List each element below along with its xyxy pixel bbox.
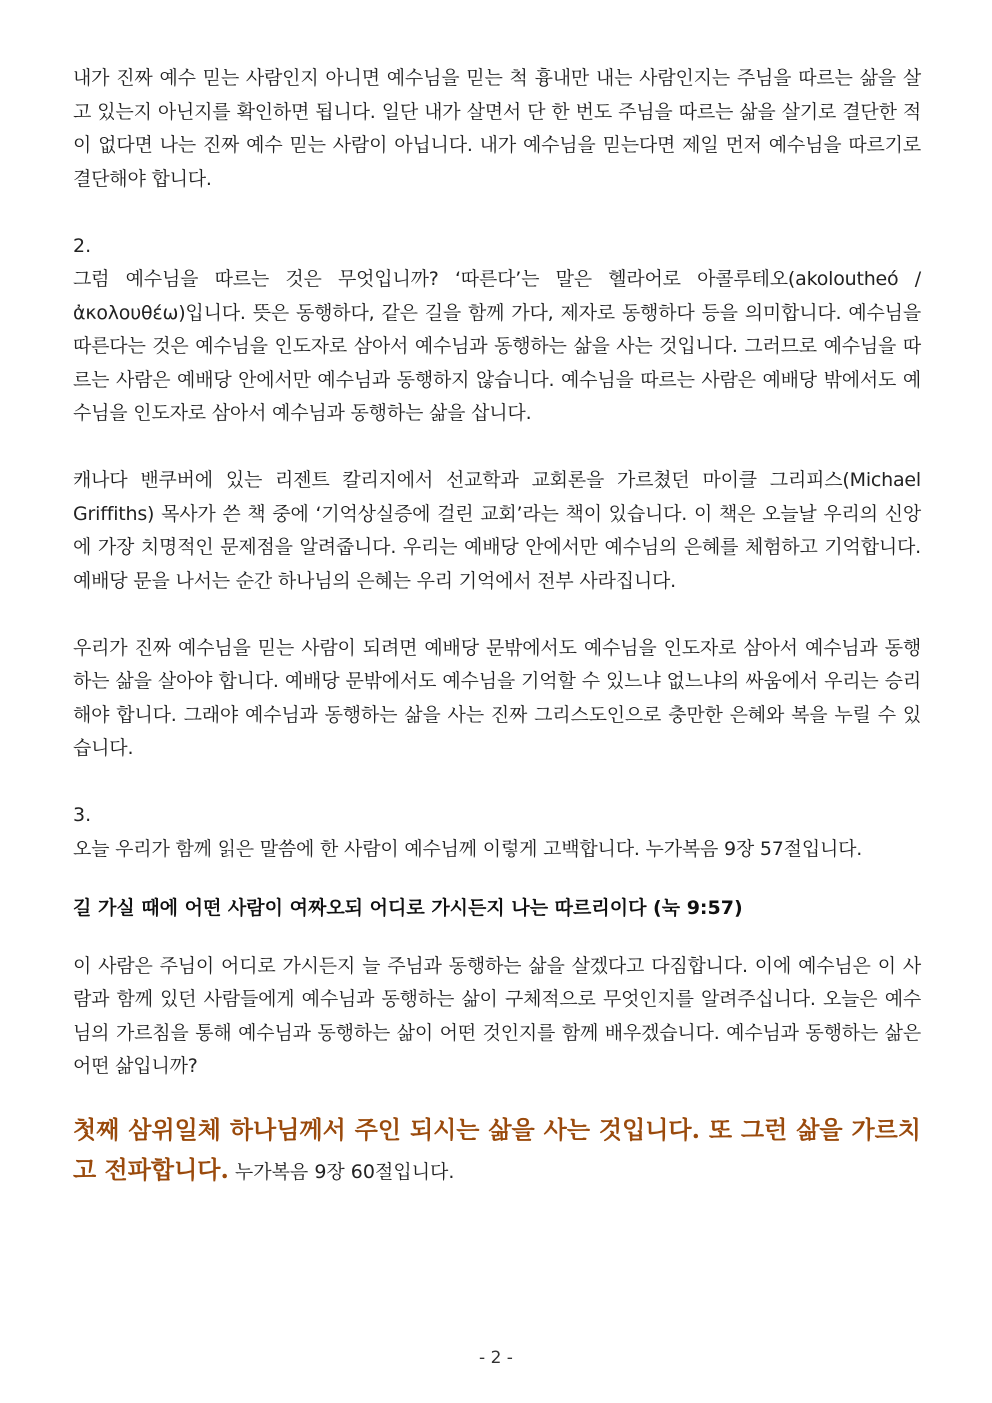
paragraph-outside-church: 우리가 진짜 예수님을 믿는 사람이 되려면 예배당 문밖에서도 예수님을 인도자로 삼아서 예수님과 동행하는 삶을 살아야 합니다. 예배당 문밖에서도 예수님을 기억할 수 있느냐 없느냐의 싸움에서 우리는 승리해야 합니다. 그래야 예수님과 동행하는 삶을 사는 진짜 그리스도인으로 충만한 은혜와 복을 누릴 수 있습니다.: [73, 636, 921, 759]
emphasis-paragraph: [73, 1110, 921, 1192]
bible-verse: 길 가실 때에 어떤 사람이 여짜오되 어디로 가시든지 나는 따르리이다 (눅 9:57): [73, 897, 743, 919]
emphasis-text: 첫째 삼위일체 하나님께서 주인 되시는 삶을 사는 것입니다. 또 그런 삶을 가르치고 전파합니다.: [73, 1114, 921, 1184]
paragraph-griffiths-book: 캐나다 밴쿠버에 있는 리젠트 칼리지에서 선교학과 교회론을 가르쳤던 마이클 그리피스(Michael Griffiths) 목사가 쓴 책 중에 ‘기억상실증에 걸린 교회’라는 책이 있습니다. 이 책은 오늘날 우리의 신앙에 가장 치명적인 문제점을 알려줍니다. 우리는 예배당 안에서만 예수님의 은혜를 체험하고 기억합니다. 예배당 문을 나서는 순간 하나님의 은혜는 우리 기억에서 전부 사라집니다.: [73, 469, 921, 592]
paragraph-follow-meaning: 그럼 예수님을 따르는 것은 무엇입니까? ‘따른다’는 말은 헬라어로 아콜루테오(akoloutheó / ἀκολουθέω)입니다. 뜻은 동행하다, 같은 길을 함께 가다, 제자로 동행하다 등을 의미합니다. 예수님을 따른다는 것은 예수님을 인도자로 삼아서 예수님과 동행하는 삶을 사는 것입니다. 그러므로 예수님을 따르는 사람은 예배당 안에서만 예수님과 동행하지 않습니다. 예수님을 따르는 사람은 예배당 밖에서도 예수님을 인도자로 삼아서 예수님과 동행하는 삶을 삽니다.: [73, 268, 921, 424]
page-number: - 2 -: [479, 1348, 513, 1368]
section-number-3: 3.: [73, 804, 92, 826]
paragraph-intro: 내가 진짜 예수 믿는 사람인지 아니면 예수님을 믿는 척 흉내만 내는 사람인지는 주님을 따르는 삶을 살고 있는지 아닌지를 확인하면 됩니다. 일단 내가 살면서 단 한 번도 주님을 따르는 삶을 살기로 결단한 적이 없다면 나는 진짜 예수 믿는 사람이 아닙니다. 내가 예수님을 믿는다면 제일 먼저 예수님을 따르기로 결단해야 합니다.: [73, 67, 921, 190]
emphasis-reference: 누가복음 9장 60절입니다.: [228, 1160, 455, 1183]
document-body: [73, 62, 921, 1192]
section-number-2: 2.: [73, 234, 92, 257]
paragraph-confession: 오늘 우리가 함께 읽은 말씀에 한 사람이 예수님께 이렇게 고백합니다. 누가복음 9장 57절입니다.: [73, 837, 863, 860]
paragraph-commitment: 이 사람은 주님이 어디로 가시든지 늘 주님과 동행하는 삶을 살겠다고 다짐합니다. 이에 예수님은 이 사람과 함께 있던 사람들에게 예수님과 동행하는 삶이 구체적으로 무엇인지를 알려주십니다. 오늘은 예수님의 가르침을 통해 예수님과 동행하는 삶이 어떤 것인지를 함께 배우겠습니다. 예수님과 동행하는 삶은 어떤 삶입니까?: [73, 954, 921, 1077]
